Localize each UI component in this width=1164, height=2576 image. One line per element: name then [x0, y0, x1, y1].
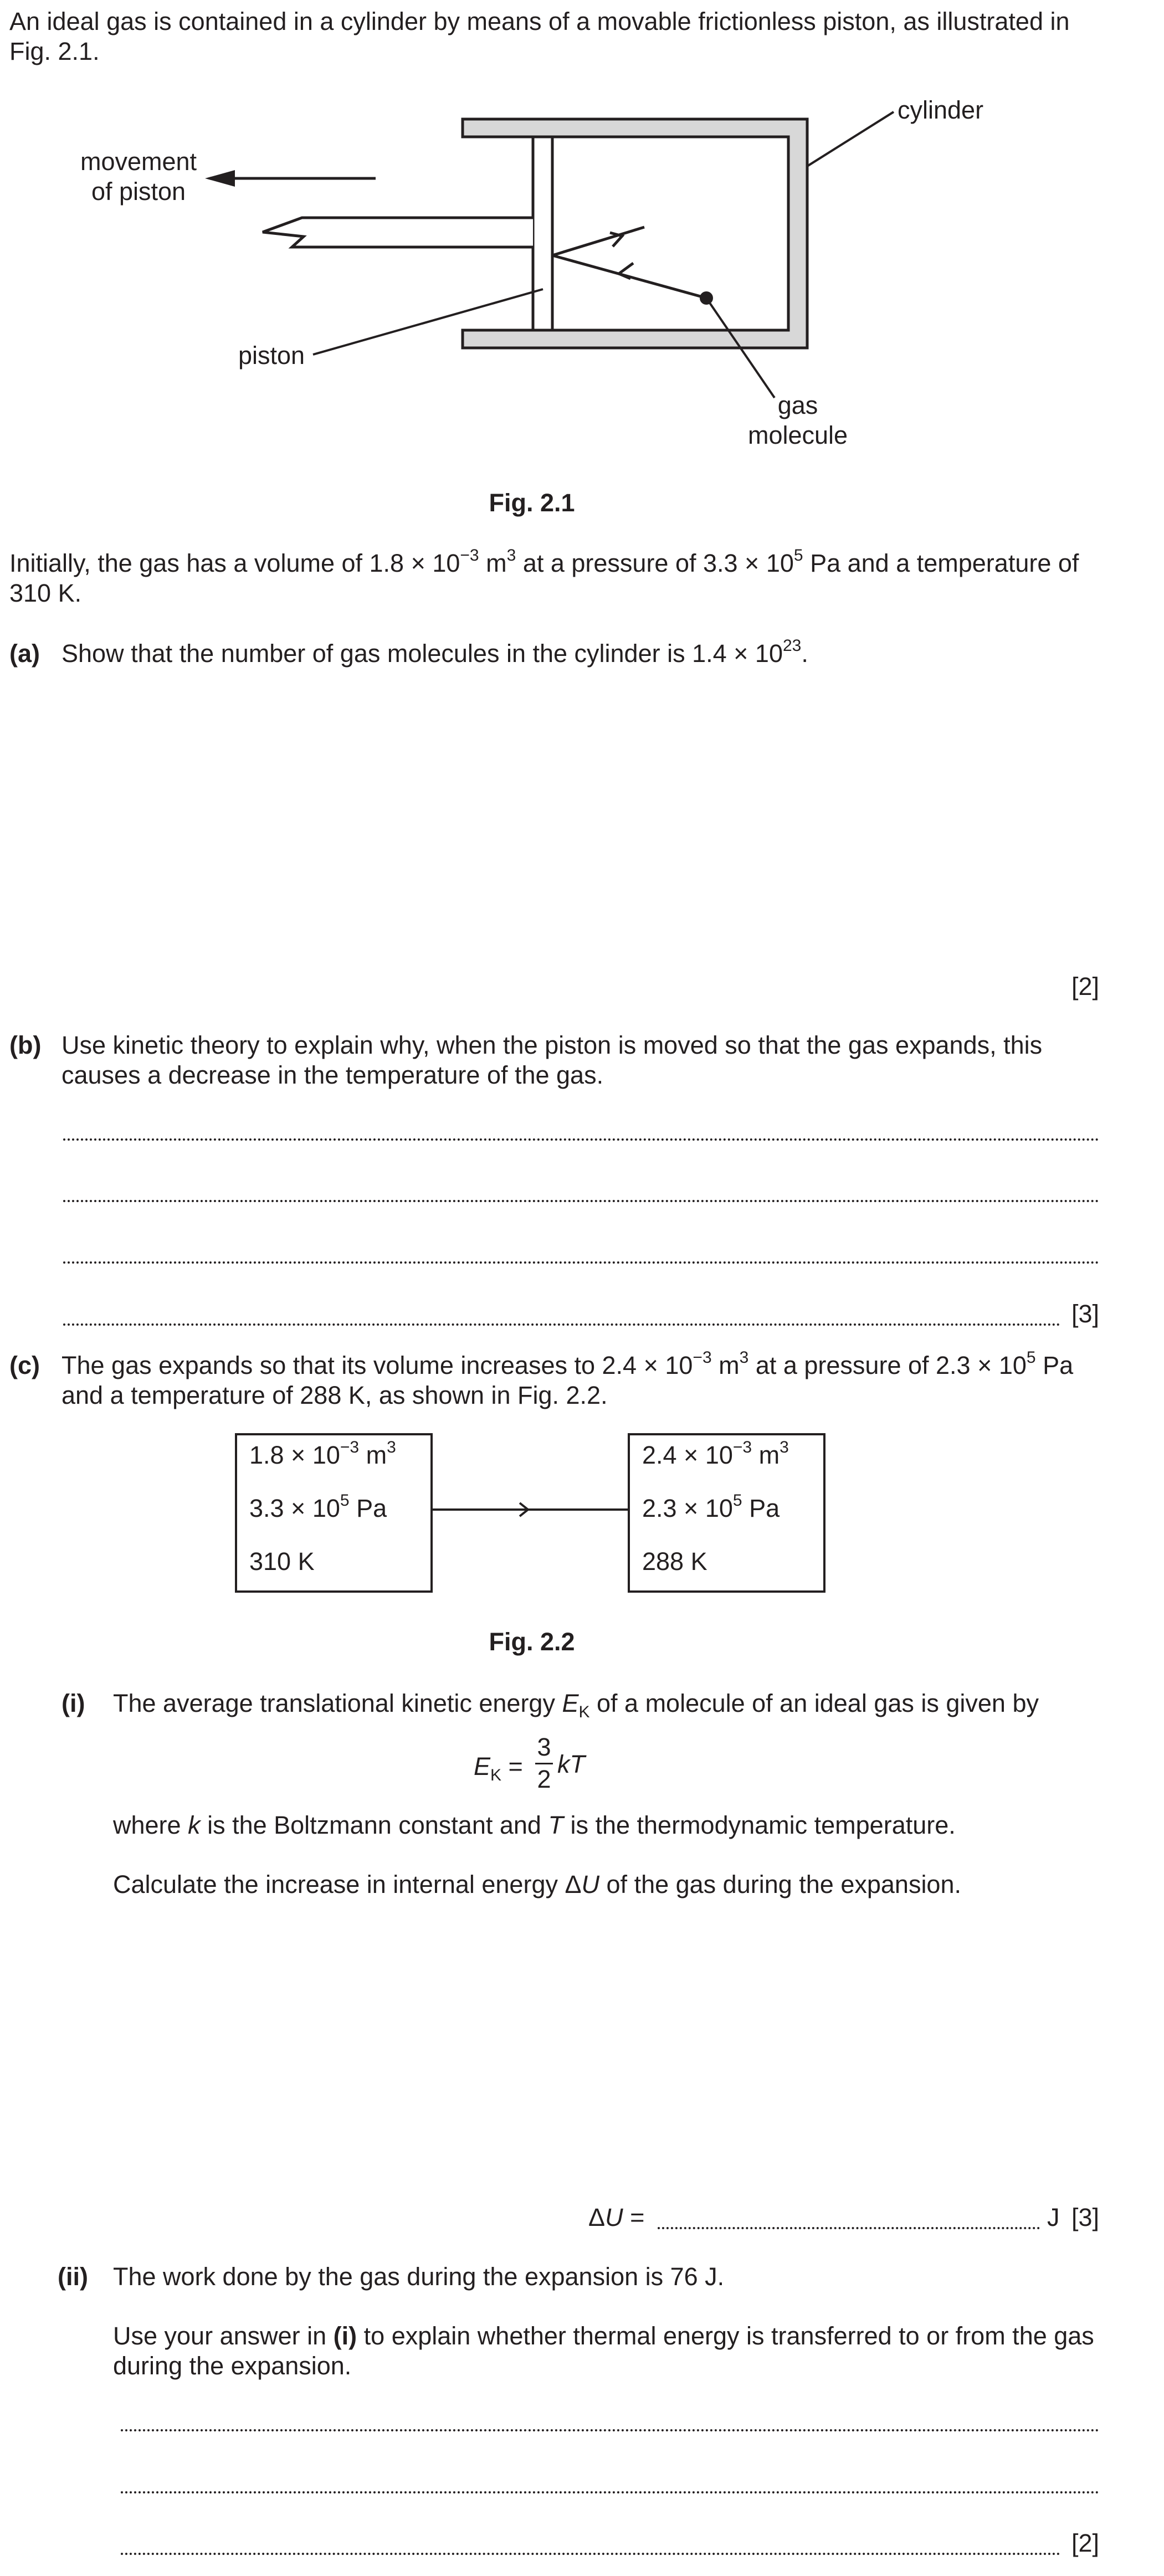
- delta-u-unit: J: [1047, 2203, 1060, 2231]
- answer-line-b-3[interactable]: [63, 1261, 1099, 1264]
- fig-2-2-caption: Fig. 2.2: [489, 1628, 575, 1656]
- part-b-label: (b): [9, 1031, 42, 1059]
- part-ci-where: where k is the Boltzmann constant and T is the thermodynamic temperature.: [113, 1811, 956, 1839]
- initial-temperature: 310 K: [249, 1547, 315, 1576]
- label-gas: gas: [777, 391, 818, 419]
- answer-line-b-2[interactable]: [63, 1200, 1099, 1202]
- part-ci-line-1: The average translational kinetic energy $E_K$ of a molecule of an ideal gas is given by: [113, 1689, 1039, 1721]
- delta-u-label: ΔU =: [588, 2203, 645, 2231]
- movement-arrowhead: [205, 170, 235, 187]
- part-ci-calculate: Calculate the increase in internal energy ΔU of the gas during the expansion.: [113, 1870, 961, 1898]
- answer-line-b-4[interactable]: [63, 1323, 1060, 1326]
- equation-numerator: 3: [537, 1733, 551, 1761]
- equation-lhs: $E_K$ =: [474, 1752, 523, 1784]
- part-c-question-line-2: and a temperature of 288 K, as shown in Fig. 2.2.: [61, 1381, 608, 1409]
- expansion-arrow: [433, 1499, 628, 1521]
- label-of-piston: of piston: [91, 177, 186, 206]
- part-a-marks: [2]: [1071, 972, 1100, 1000]
- piston-rod: [263, 218, 533, 247]
- part-b-marks: [3]: [1071, 1300, 1100, 1328]
- intro-line-2: Fig. 2.1.: [9, 37, 100, 65]
- part-a-label: (a): [9, 639, 40, 668]
- final-pressure: $2.3 \times 10^5$ Pa: [642, 1491, 780, 1522]
- part-b-question-line-1: Use kinetic theory to explain why, when the piston is moved so that the gas expands, this: [61, 1031, 1043, 1059]
- final-state-box: [628, 1433, 825, 1593]
- part-cii-line-3: during the expansion.: [113, 2352, 352, 2380]
- part-cii-label: (ii): [58, 2262, 88, 2291]
- initial-state-box: [235, 1433, 433, 1593]
- initial-conditions-line-1: Initially, the gas has a volume of $1.8 \times 10^{-3}$ $m^3$ at a pressure of $3.3 \times 10^5$ Pa and a temperature of: [9, 546, 1079, 577]
- answer-line-cii-2[interactable]: [121, 2491, 1099, 2493]
- initial-pressure: $3.3 \times 10^5$ Pa: [249, 1491, 387, 1522]
- part-ci-label: (i): [61, 1689, 85, 1717]
- part-ci-marks: [3]: [1071, 2203, 1100, 2231]
- answer-line-b-1[interactable]: [63, 1138, 1099, 1141]
- label-movement: movement: [80, 147, 197, 176]
- equation-rhs: kT: [557, 1750, 585, 1778]
- equation-denominator: 2: [537, 1765, 551, 1793]
- intro-line-1: An ideal gas is contained in a cylinder by means of a movable frictionless piston, as illustrated in: [9, 7, 1070, 35]
- part-cii-line-1: The work done by the gas during the expansion is 76 J.: [113, 2262, 725, 2291]
- part-cii-line-2: Use your answer in (i) to explain whether thermal energy is transferred to or from the gas: [113, 2322, 1094, 2350]
- initial-volume: $1.8 \times 10^{-3}$ $m^3$: [249, 1438, 396, 1469]
- label-piston: piston: [238, 341, 305, 370]
- final-volume: $2.4 \times 10^{-3}$ $m^3$: [642, 1438, 789, 1469]
- fraction-bar: [535, 1763, 553, 1764]
- fig-2-1-caption: Fig. 2.1: [489, 489, 575, 517]
- delta-u-answer-line[interactable]: [658, 2227, 1040, 2229]
- label-cylinder: cylinder: [898, 96, 984, 124]
- part-cii-marks: [2]: [1071, 2529, 1100, 2557]
- part-b-question-line-2: causes a decrease in the temperature of the gas.: [61, 1061, 604, 1089]
- answer-line-cii-3[interactable]: [121, 2553, 1060, 2555]
- part-c-question-line-1: The gas expands so that its volume increases to $2.4 \times 10^{-3}$ $m^3$ at a pressure of $2.3 \times 10^5$ Pa: [61, 1348, 1074, 1379]
- part-c-label: (c): [9, 1351, 40, 1379]
- label-molecule: molecule: [747, 421, 848, 449]
- piston-plate: [533, 137, 552, 330]
- figure-2-1-diagram: [0, 83, 1164, 471]
- initial-conditions-line-2: 310 K.: [9, 579, 82, 607]
- part-a-question: Show that the number of gas molecules in the cylinder is $1.4 \times 10^{23}$.: [61, 637, 808, 668]
- final-temperature: 288 K: [642, 1547, 707, 1576]
- answer-line-cii-1[interactable]: [121, 2429, 1099, 2431]
